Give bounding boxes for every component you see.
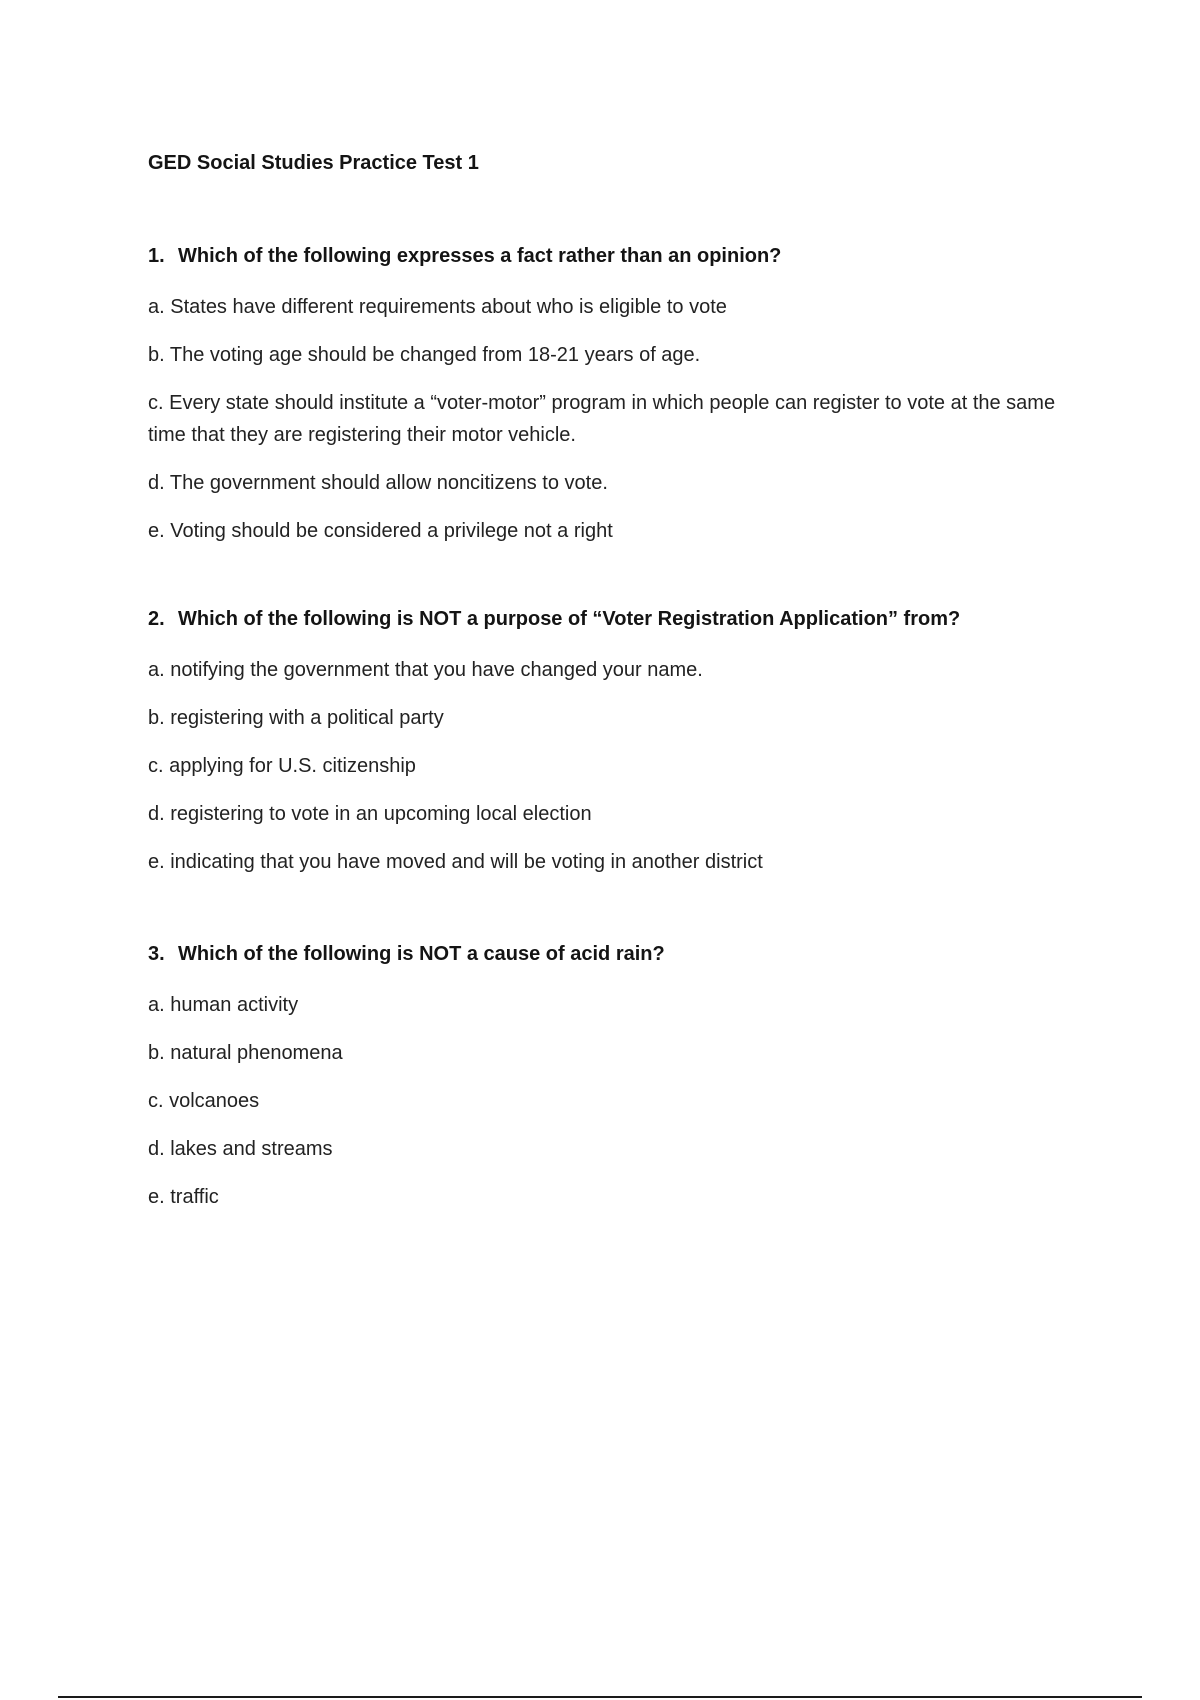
answer-option-c: c. volcanoes [148,1090,260,1112]
question-text: Which of the following is NOT a purpose of “Voter Registration Application” from? [178,608,961,630]
question-heading [148,608,1098,631]
answer-option-e: e. Voting should be considered a privilege not a right [148,520,613,542]
footer-divider [58,1696,1142,1698]
answer-option-b: b. registering with a political party [148,707,444,729]
question-text: Which of the following is NOT a cause of acid rain? [178,943,665,965]
question-number: 3. [148,943,165,965]
question-heading [148,943,1098,966]
answer-option-a: a. human activity [148,994,299,1016]
answer-option-b: b. natural phenomena [148,1042,343,1064]
question-number: 2. [148,608,165,630]
answer-option-c: c. applying for U.S. citizenship [148,755,416,777]
page-title: GED Social Studies Practice Test 1 [148,152,479,174]
question-number: 1. [148,245,165,267]
answer-option-a: a. States have different requirements about who is eligible to vote [148,296,727,318]
question-3 [148,943,1098,1229]
answer-option-d: d. lakes and streams [148,1138,333,1160]
answer-option-e: e. indicating that you have moved and will be voting in another district [148,851,763,873]
answer-option-d: d. The government should allow noncitizens to vote. [148,472,608,494]
answer-option-b: b. The voting age should be changed from 18-21 years of age. [148,344,701,366]
answer-option-c: c. Every state should institute a “voter-motor” program in which people can register to vote at the same time that they are registering their motor vehicle. [148,392,1056,446]
answer-option-d: d. registering to vote in an upcoming local election [148,803,592,825]
answer-option-a: a. notifying the government that you have changed your name. [148,659,703,681]
question-2 [148,608,1098,894]
question-1 [148,245,1098,563]
answer-option-e: e. traffic [148,1186,219,1208]
question-heading [148,245,1098,268]
question-text: Which of the following expresses a fact rather than an opinion? [178,245,782,267]
